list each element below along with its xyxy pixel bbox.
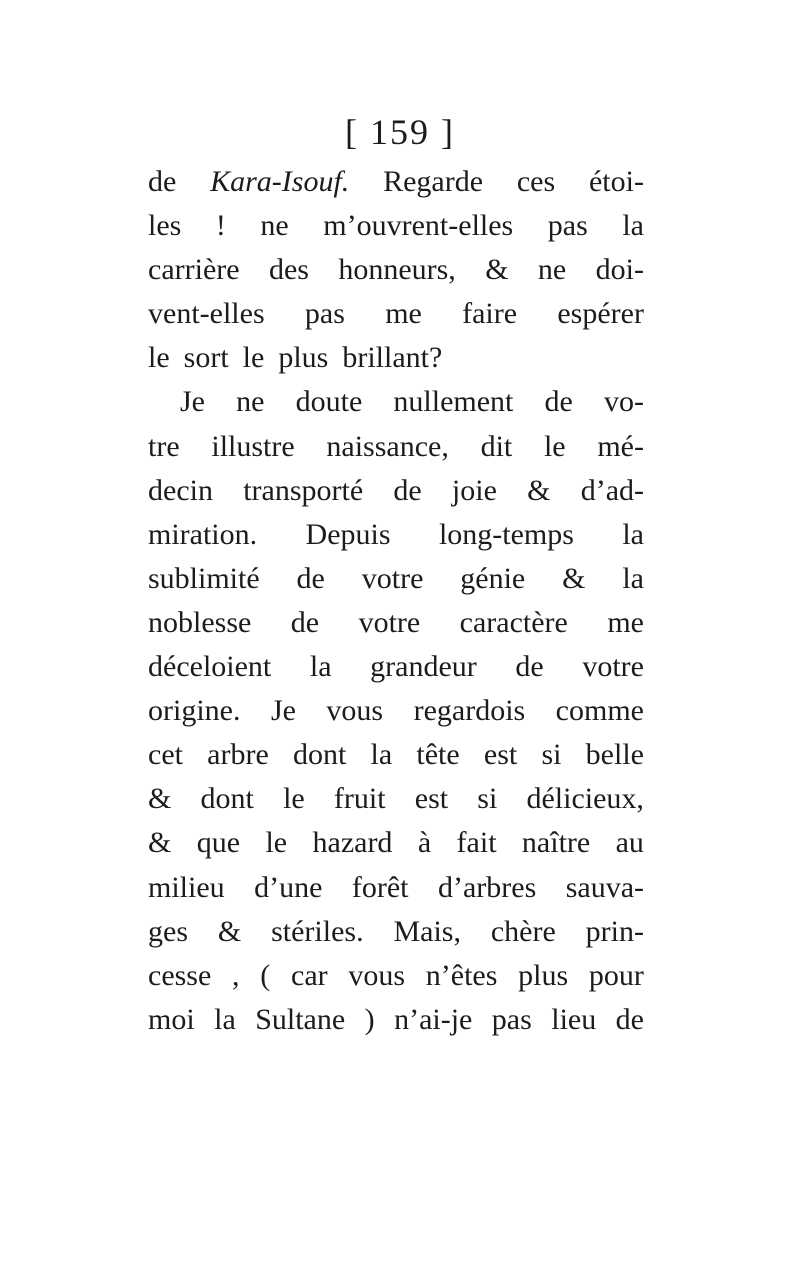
text-word: chère bbox=[490, 914, 556, 948]
text-word: génie bbox=[460, 561, 526, 595]
text-line bbox=[148, 513, 644, 557]
text-word: Kara-Isouf. bbox=[210, 165, 350, 198]
page-number: [ 159 ] bbox=[345, 112, 455, 152]
text-word: délicieux, bbox=[526, 782, 644, 816]
text-line bbox=[148, 292, 644, 336]
text-word: cesse bbox=[148, 958, 212, 992]
text-word: naître bbox=[521, 826, 591, 860]
text-word: illustre bbox=[211, 429, 295, 463]
text-word: milieu bbox=[148, 870, 225, 904]
text-word: Depuis bbox=[305, 517, 391, 551]
text-word: déceloient bbox=[148, 650, 272, 684]
text-word: & bbox=[148, 826, 172, 860]
text-word: belle bbox=[585, 738, 644, 772]
text-line bbox=[148, 998, 644, 1042]
text-word: pas bbox=[491, 1002, 532, 1036]
text-word: dit bbox=[480, 429, 513, 463]
text-word: fruit bbox=[333, 782, 386, 816]
text-line bbox=[148, 248, 644, 292]
text-word: brillant? bbox=[342, 341, 443, 375]
text-word: tre bbox=[148, 429, 180, 463]
text-word: origine. bbox=[148, 694, 241, 728]
text-word: me bbox=[607, 605, 644, 639]
text-word: & bbox=[148, 782, 172, 816]
text-word: ! bbox=[215, 209, 226, 243]
text-word: vous bbox=[348, 958, 406, 992]
text-word: de bbox=[290, 605, 320, 639]
text-line bbox=[148, 821, 644, 865]
text-word: me bbox=[385, 297, 422, 331]
text-word: doute bbox=[295, 385, 363, 419]
text-word: le bbox=[242, 341, 265, 375]
text-word: carrière bbox=[148, 253, 240, 287]
text-word: que bbox=[196, 826, 241, 860]
text-word: de bbox=[393, 473, 422, 507]
text-line bbox=[148, 777, 644, 821]
text-word: de bbox=[615, 1002, 644, 1036]
text-word: honneurs, bbox=[338, 253, 456, 287]
text-word: d’ad- bbox=[580, 473, 644, 507]
text-word: moi bbox=[148, 1002, 195, 1036]
text-word: sauva- bbox=[565, 870, 644, 904]
text-word: stériles. bbox=[271, 914, 364, 948]
text-word: pas bbox=[304, 297, 345, 331]
text-word: caractère bbox=[459, 605, 568, 639]
text-word: de bbox=[148, 165, 177, 198]
text-word: le bbox=[283, 782, 305, 816]
text-word: joie bbox=[451, 473, 497, 507]
text-word: au bbox=[615, 826, 644, 860]
text-line bbox=[148, 645, 644, 689]
text-word: étoi- bbox=[588, 165, 644, 198]
text-word: m’ouvrent-elles bbox=[323, 209, 514, 243]
text-word: Mais, bbox=[393, 914, 461, 948]
text-line bbox=[148, 160, 644, 204]
text-word: ne bbox=[537, 253, 567, 287]
text-word: est bbox=[414, 782, 449, 816]
text-word: la bbox=[309, 650, 332, 684]
text-word: le bbox=[543, 429, 566, 463]
text-word: vent-elles bbox=[148, 297, 265, 331]
text-word: ( bbox=[260, 958, 271, 992]
text-word: ces bbox=[516, 165, 556, 198]
text-word: d’arbres bbox=[437, 870, 537, 904]
text-line bbox=[148, 689, 644, 733]
text-line bbox=[148, 425, 644, 469]
text-word: doi- bbox=[595, 253, 644, 287]
text-word: car bbox=[291, 958, 328, 992]
text-word: lieu bbox=[551, 1002, 597, 1036]
text-word: n’ai-je bbox=[394, 1002, 473, 1036]
text-line bbox=[148, 866, 644, 910]
text-word: de bbox=[296, 561, 325, 595]
text-line bbox=[148, 380, 644, 424]
text-word: Je bbox=[270, 694, 296, 728]
text-word: naissance, bbox=[326, 429, 449, 463]
text-line bbox=[148, 733, 644, 777]
text-word: , bbox=[232, 958, 240, 992]
text-word: forêt bbox=[351, 870, 409, 904]
text-word: cet bbox=[148, 738, 183, 772]
text-word: votre bbox=[582, 650, 644, 684]
text-word: vous bbox=[326, 694, 384, 728]
text-word: est bbox=[483, 738, 518, 772]
text-word: Sultane bbox=[255, 1002, 346, 1036]
text-word: la bbox=[622, 209, 644, 243]
text-word: & bbox=[562, 561, 586, 595]
text-word: dont bbox=[293, 738, 347, 772]
text-word: fait bbox=[456, 826, 497, 860]
text-word: sort bbox=[183, 341, 229, 375]
text-word: votre bbox=[358, 605, 421, 639]
text-line bbox=[148, 910, 644, 954]
text-word: mé- bbox=[597, 429, 644, 463]
text-word: comme bbox=[555, 694, 644, 728]
text-line bbox=[148, 557, 644, 601]
text-word: tête bbox=[416, 738, 460, 772]
text-word: decin bbox=[148, 473, 213, 507]
text-word: si bbox=[477, 782, 498, 816]
text-word: ne bbox=[236, 385, 265, 419]
text-word: ne bbox=[260, 209, 289, 243]
text-word: de bbox=[515, 650, 544, 684]
text-line bbox=[148, 954, 644, 998]
text-word: la bbox=[622, 561, 644, 595]
text-word: n’êtes bbox=[425, 958, 498, 992]
text-word: plus bbox=[518, 958, 569, 992]
text-word: arbre bbox=[207, 738, 269, 772]
text-line bbox=[148, 469, 644, 513]
text-word: le bbox=[265, 826, 288, 860]
text-word: d’une bbox=[254, 870, 323, 904]
text-word: dont bbox=[200, 782, 254, 816]
text-line bbox=[148, 601, 644, 645]
text-word: espérer bbox=[557, 297, 644, 331]
text-word: & bbox=[217, 914, 242, 948]
text-word: grandeur bbox=[370, 650, 477, 684]
text-word: la bbox=[370, 738, 393, 772]
text-word: Je bbox=[180, 385, 205, 419]
text-word: sublimité bbox=[148, 561, 260, 595]
text-word: & bbox=[485, 253, 509, 287]
text-line bbox=[148, 204, 644, 248]
text-word: la bbox=[214, 1002, 236, 1036]
text-word: noblesse bbox=[148, 605, 252, 639]
text-word: hazard bbox=[312, 826, 393, 860]
text-word: pas bbox=[547, 209, 588, 243]
text-word: nullement bbox=[393, 385, 514, 419]
text-word: ges bbox=[148, 914, 188, 948]
text-word: plus bbox=[278, 341, 329, 375]
text-word: votre bbox=[361, 561, 424, 595]
text-word: la bbox=[622, 517, 644, 551]
text-word: vo- bbox=[604, 385, 644, 419]
text-word: les bbox=[148, 209, 182, 243]
text-word: regardois bbox=[413, 694, 526, 728]
text-word: Regarde bbox=[383, 165, 484, 198]
text-word: à bbox=[417, 826, 432, 860]
text-word: de bbox=[544, 385, 573, 419]
text-word: miration. bbox=[148, 517, 258, 551]
text-line bbox=[148, 336, 644, 380]
text-word: prin- bbox=[585, 914, 644, 948]
text-word: faire bbox=[462, 297, 518, 331]
text-word: le bbox=[148, 341, 170, 375]
text-word: & bbox=[527, 473, 551, 507]
text-word: transporté bbox=[243, 473, 364, 507]
text-word: ) bbox=[364, 1002, 375, 1036]
text-word: des bbox=[268, 253, 309, 287]
text-word: pour bbox=[588, 958, 644, 992]
body-text bbox=[148, 160, 644, 1042]
text-word: si bbox=[541, 738, 562, 772]
text-word: long-temps bbox=[438, 517, 574, 551]
